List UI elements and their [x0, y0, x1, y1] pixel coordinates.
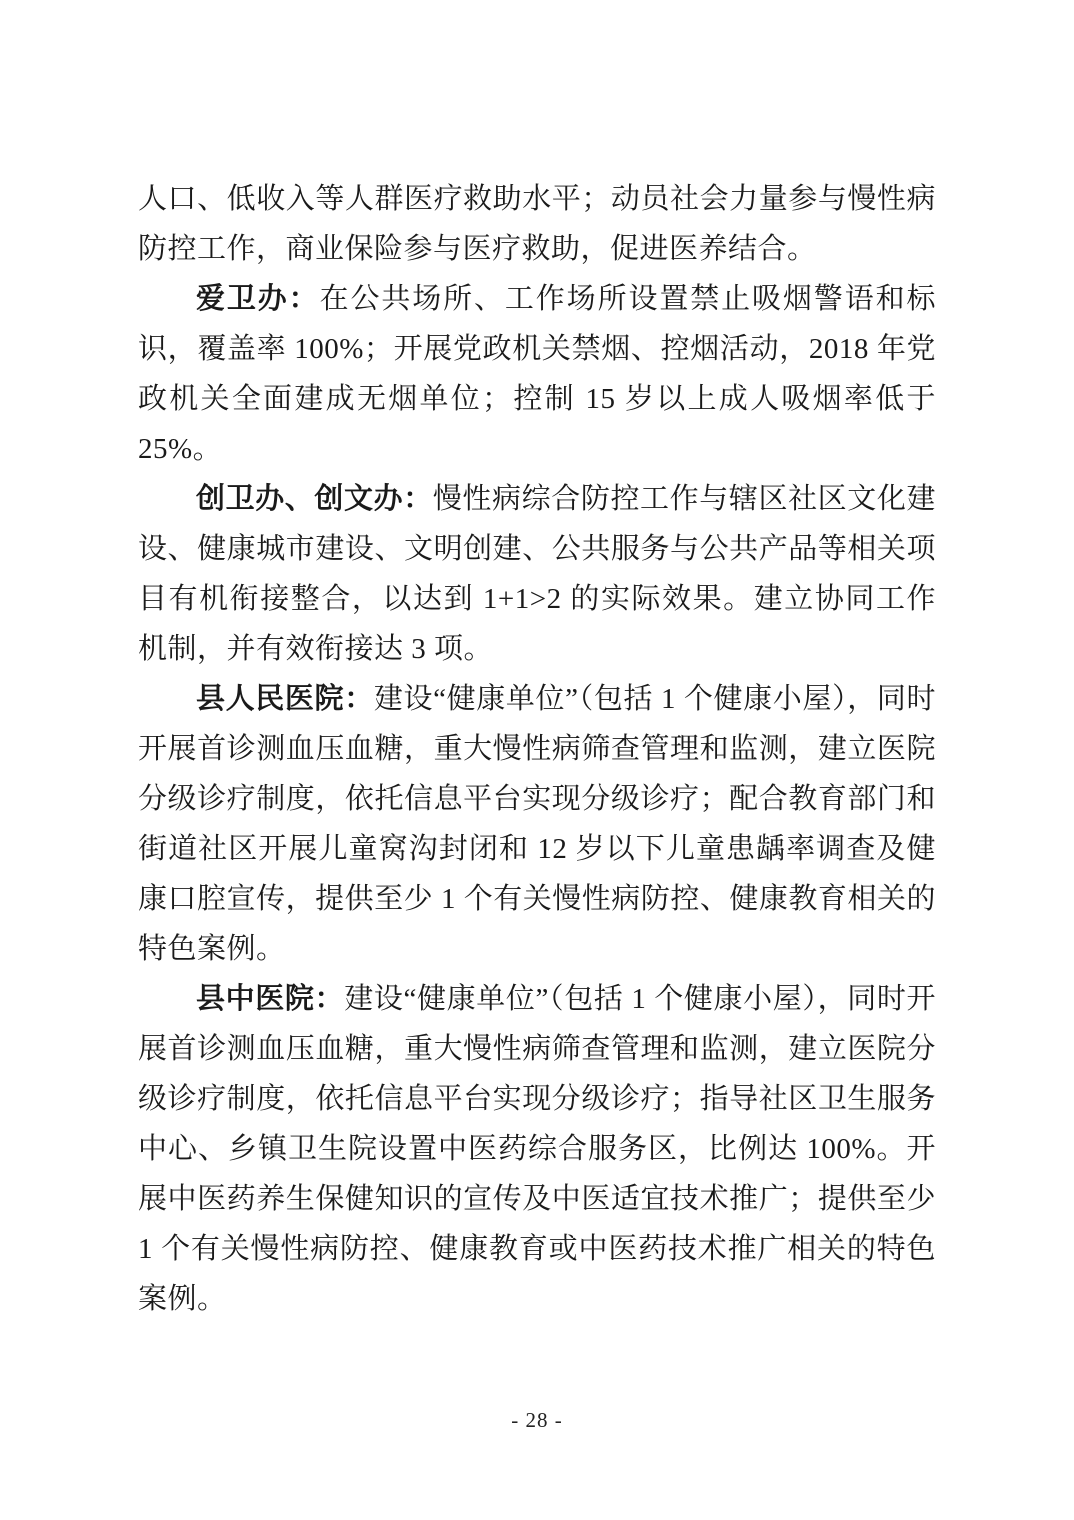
paragraph-aiweiban [138, 274, 936, 474]
paragraph-label-tcm-hospital: 县中医院： [196, 983, 345, 1015]
paragraph-county-peoples-hospital [138, 674, 936, 974]
paragraph-county-tcm-hospital [138, 974, 936, 1324]
page-number: - 28 - [511, 1408, 563, 1432]
paragraph-text: 在公共场所、工作场所设置禁止吸烟警语和标识，覆盖率 100%；开展党政机关禁烟、控烟活动，2018 年党政机关全面建成无烟单位；控制 15 岁以上成人吸烟率低于 25%。 [138, 283, 936, 465]
paragraph-label-aiweiban: 爱卫办： [196, 283, 320, 315]
paragraph-text: 建设“健康单位”（包括 1 个健康小屋），同时开展首诊测血压血糖，重大慢性病筛查管理和监测，建立医院分级诊疗制度，依托信息平台实现分级诊疗；配合教育部门和街道社区开展儿童窝沟封闭和 12 岁以下儿童患龋率调查及健康口腔宣传，提供至少 1 个有关慢性病防控、健康教育相关的特色案例。 [138, 683, 936, 965]
paragraph-chuangweiban-chuangwenban [138, 474, 936, 674]
paragraph-text: 建设“健康单位”（包括 1 个健康小屋），同时开展首诊测血压血糖，重大慢性病筛查管理和监测，建立医院分级诊疗制度，依托信息平台实现分级诊疗；指导社区卫生服务中心、乡镇卫生院设置中医药综合服务区，比例达 100%。开展中医药养生保健知识的宣传及中医适宜技术推广；提供至少 1 个有关慢性病防控、健康教育或中医药技术推广相关的特色案例。 [138, 983, 936, 1315]
paragraph-text: 人口、低收入等人群医疗救助水平；动员社会力量参与慢性病防控工作，商业保险参与医疗救助，促进医养结合。 [138, 183, 936, 265]
page-footer [0, 1408, 1074, 1433]
paragraph-label-chuangweiban: 创卫办、创文办： [196, 483, 433, 515]
page-body-text [138, 174, 936, 1324]
paragraph-medical-aid-continuation [138, 174, 936, 274]
paragraph-text: 慢性病综合防控工作与辖区社区文化建设、健康城市建设、文明创建、公共服务与公共产品等相关项目有机衔接整合，以达到 1+1>2 的实际效果。建立协同工作机制，并有效衔接达 3 项。 [138, 483, 936, 665]
paragraph-label-peoples-hospital: 县人民医院： [196, 683, 374, 715]
